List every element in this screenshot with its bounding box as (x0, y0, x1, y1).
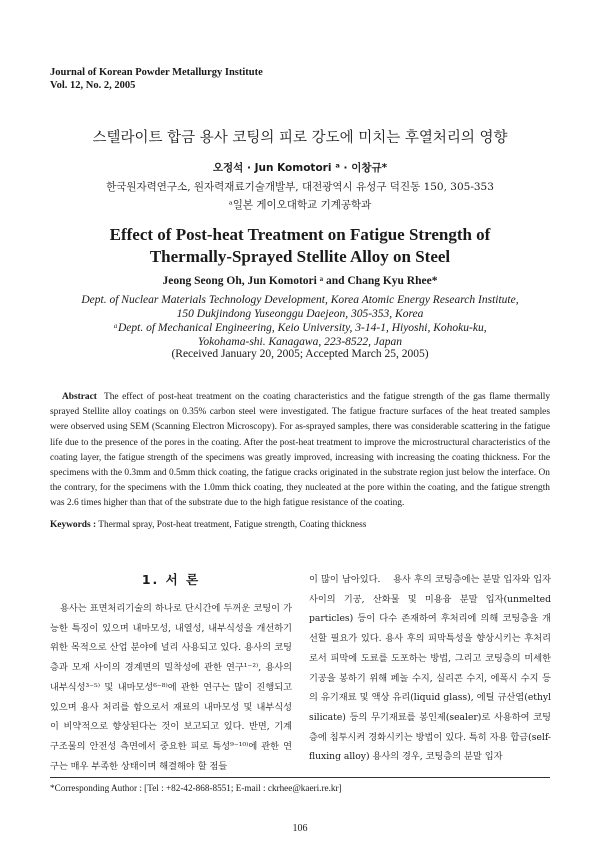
journal-name: Journal of Korean Powder Metallurgy Institute (50, 67, 263, 78)
body-right-text: 이 많이 남아있다. 용사 후의 코팅층에는 분말 입자와 입자 사이의 기공, 산화물 및 미용융 분말 입자(unmelted particles) 등이 다수 존재하여 후처리에 의해 코팅층을 개선할 필요가 있다. 용사 후의 피막특성을 향상시키는 후처리로서 피막에 도료를 도포하는 방법, 그리고 코팅층의 미세한 기공을 봉하기 위해 페놀 수지, 실리콘 수지, 에폭시 수지 등의 유기재료 및 액상 유리(liquid glass), 에틸 규산염(ethyl silicate) 등의 무기재료를 봉인제(sealer)로 사용하여 코팅층에 침투시켜 경화시키는 방법이 있다. 특히 자용 합금(self-fluxing alloy) 용사의 경우, 코팅층의 분말 입자 (309, 574, 551, 763)
english-title-line-1: Effect of Post-heat Treatment on Fatigue Strength of (109, 225, 491, 244)
journal-header (50, 66, 263, 92)
abstract-label: Abstract (62, 392, 97, 402)
english-affiliation-2: 150 Dukjindong Yuseonggu Daejeon, 305-353, Korea (176, 308, 424, 320)
abstract (50, 390, 550, 512)
body-left-text: 용사는 표면처리기술의 하나로 단시간에 두꺼운 코팅이 가능한 특징이 있으며 내마모성, 내열성, 내부식성을 개선하기 위한 목적으로 산업 분야에 널리 사용되고 있다. 용사의 코팅층과 모재 사이의 경계면의 밀착성에 관한 연구¹⁻²⁾, 용사의 내부식성³⁻⁵⁾ 및 내마모성⁶⁻⁸⁾에 관한 연구는 많이 진행되고 있으며 용사 처리를 함으로서 재료의 내마모성 및 내부식성이 비약적으로 향상된다는 것이 보고되고 있다. 반면, 기계 구조물의 안전성 측면에서 중요한 피로 특성⁹⁻¹⁰⁾에 관한 연구는 매우 부족한 상태이며 해결해야 할 점들 (50, 603, 292, 772)
footnote-divider (50, 777, 550, 778)
body-right-column (309, 570, 551, 767)
korean-affiliation-1: 한국원자력연구소, 원자력재료기술개발부, 대전광역시 유성구 덕진동 150, 305-353 (106, 181, 494, 193)
korean-affiliation-2: ᵃ일본 게이오대학교 기계공학과 (228, 199, 372, 211)
keywords-text: Thermal spray, Post-heat treatment, Fatigue strength, Coating thickness (98, 520, 367, 530)
page-number: 106 (292, 823, 308, 834)
english-affiliation-4: Yokohama-shi. Kanagawa, 223-8522, Japan (197, 336, 403, 348)
received-dates: (Received January 20, 2005; Accepted March 25, 2005) (171, 348, 429, 360)
journal-volume: Vol. 12, No. 2, 2005 (50, 80, 136, 91)
section-heading: 1. 서 론 (141, 572, 201, 587)
english-title-line-2: Thermally-Sprayed Stellite Alloy on Steel (149, 247, 451, 266)
abstract-text: The effect of post-heat treatment on the coating characteristics and the fatigue strength of the gas flame thermally sprayed Stellite alloy coatings on 0.35% carbon steel were investigated. The fatigue fracture surfaces of the heat treated samples were observed using SEM (Scanning Electron Microscopy). For as-sprayed samples, there was considerable scattering in the fatigue life due to the presence of the pores in the coating. After the post-heat treatment to improve the microstructural characteristics of the coating layer, the fatigue strength of the specimens was greatly improved, increasing with increasing the coating thickness. For the specimens with the 0.3mm and 0.5mm thick coating, the fatigue cracks originated in the substrate region just below the interface. On the contrary, for the specimens with the 1.0mm thick coating, they nucleated at the pore within the coating, and the fatigue strength was 2.6 times higher than that of the substrate due to the high fatigue resistance of the coating. (50, 392, 551, 509)
english-affiliation-1: Dept. of Nuclear Materials Technology Development, Korea Atomic Energy Research Institute, (81, 294, 519, 306)
keywords (50, 520, 550, 530)
korean-authors: 오정석 · Jun Komotori ᵃ · 이창규* (212, 162, 388, 174)
keywords-label: Keywords : (50, 520, 97, 530)
korean-title: 스텔라이트 합금 용사 코팅의 피로 강도에 미치는 후열처리의 영향 (92, 130, 508, 146)
body-left-column (50, 599, 292, 776)
footnote: *Corresponding Author : [Tel : +82-42-868-8551; E-mail : ckrhee@kaeri.re.kr] (50, 783, 342, 793)
english-title (0, 224, 600, 268)
english-authors: Jeong Seong Oh, Jun Komotori ᵃ and Chang Kyu Rhee* (162, 275, 438, 287)
english-affiliation-3: ᵃDept. of Mechanical Engineering, Keio University, 3-14-1, Hiyoshi, Kohoku-ku, (113, 322, 487, 334)
